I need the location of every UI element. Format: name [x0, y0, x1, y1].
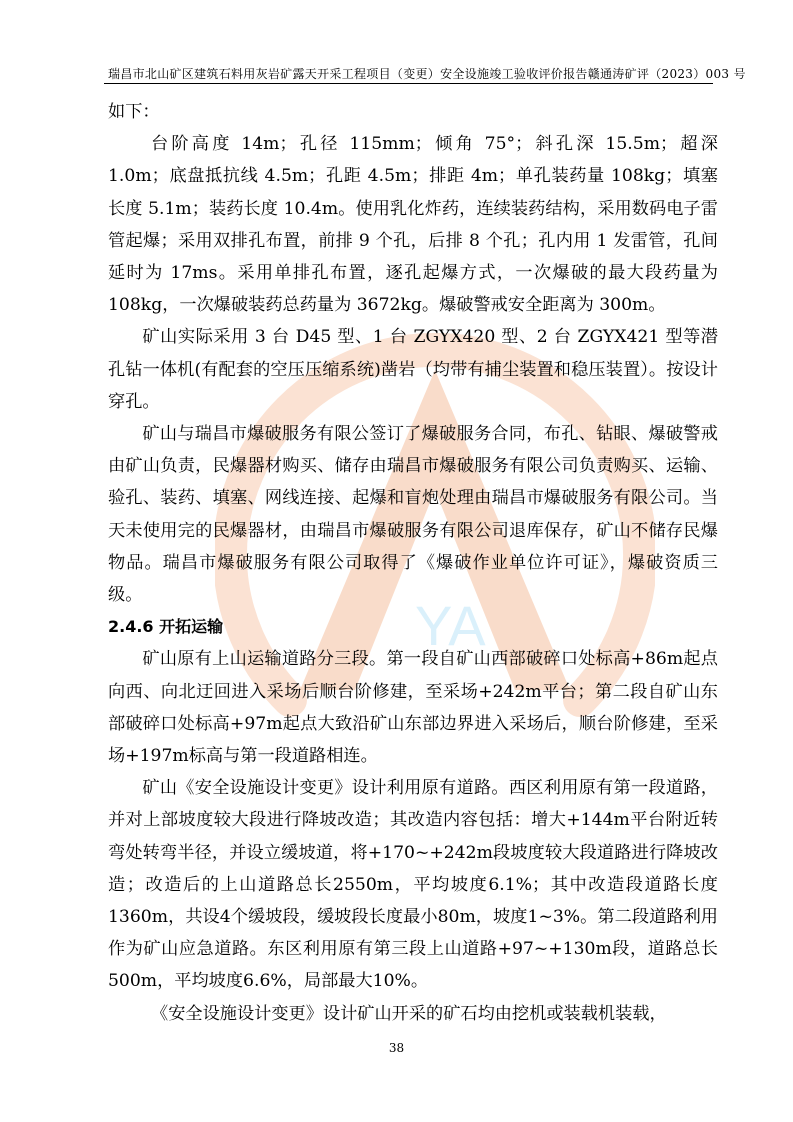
- header-divider: [104, 83, 713, 84]
- watermark-letters: YA: [415, 594, 486, 657]
- paragraph-blasting-contract: 矿山与瑞昌市爆破服务有限公签订了爆破服务合同，布孔、钻眼、爆破警戒由矿山负责，民爆器材购买、储存由瑞昌市爆破服务有限公司负责购买、运输、验孔、装药、填塞、网线连接、起爆和盲炮处理由瑞昌市爆破服务有限公司。当天未使用完的民爆器材，由瑞昌市爆破服务有限公司退库保存，矿山不储存民爆物品。瑞昌市爆破服务有限公司取得了《爆破作业单位许可证》，爆破资质三级。: [108, 424, 718, 606]
- paragraph-blasting-parameters: 台阶高度 14m；孔径 115mm；倾角 75°；斜孔深 15.5m；超深 1.0m；底盘抵抗线 4.5m；孔距 4.5m；排距 4m；单孔装药量 108kg；填塞长度 5.1m；装药长度 10.4m。使用乳化炸药，连续装药结构，采用数码电子雷管起爆；采用双排孔布置，前排 9 个孔，后排 8 个孔；孔内用 1 发雷管，孔间延时为 17ms。采用单排孔布置，逐孔起爆方式，一次爆破的最大段药量为 108kg，一次爆破装药总药量为 3672kg。爆破警戒安全距离为 300m。: [108, 134, 718, 316]
- paragraph-intro: 如下：: [108, 102, 160, 122]
- paragraph-drilling-equipment: 矿山实际采用 3 台 D45 型、1 台 ZGYX420 型、2 台 ZGYX421 型等潜孔钻一体机(有配套的空压压缩系统)凿岩（均带有捕尘装置和稳压装置）。按设计穿孔。: [108, 327, 718, 412]
- section-heading: 2.4.6 开拓运输: [108, 617, 224, 637]
- paragraph-ore-loading: 《安全设施设计变更》设计矿山开采的矿石均由挖机或装载机装载，: [151, 1003, 667, 1024]
- page-header: [108, 62, 746, 82]
- paragraph-original-roads: 矿山原有上山运输道路分三段。第一段自矿山西部破碎口处标高+86m起点向西、向北迂回进入采场后顺台阶修建，至采场+242m平台；第二段自矿山东部破碎口处标高+97m起点大致沿矿山东部边界进入采场后，顺台阶修建，至采场+197m标高与第一段道路相连。: [108, 649, 718, 767]
- page-number: 38: [388, 1041, 405, 1055]
- document-body: [108, 96, 718, 1030]
- report-number: 赣通涛矿评（2023）003 号: [587, 67, 746, 81]
- report-title: 瑞昌市北山矿区建筑石料用灰岩矿露天开采工程项目（变更）安全设施竣工验收评价报告: [108, 67, 588, 81]
- paragraph-road-design: 矿山《安全设施设计变更》设计利用原有道路。西区利用原有第一段道路，并对上部坡度较大段进行降坡改造；其改造内容包括：增大+144m平台附近转弯处转弯半径，并设立缓坡道，将+170~+242m段坡度较大段道路进行降坡改造；改造后的上山道路总长2550m，平均坡度6.1%；其中改造段道路长度1360m，共设4个缓坡段，缓坡段长度最小80m，坡度1~3%。第二段道路利用作为矿山应急道路。东区利用原有第三段上山道路+97~+130m段，道路总长500m，平均坡度6.6%，局部最大10%。: [108, 778, 718, 992]
